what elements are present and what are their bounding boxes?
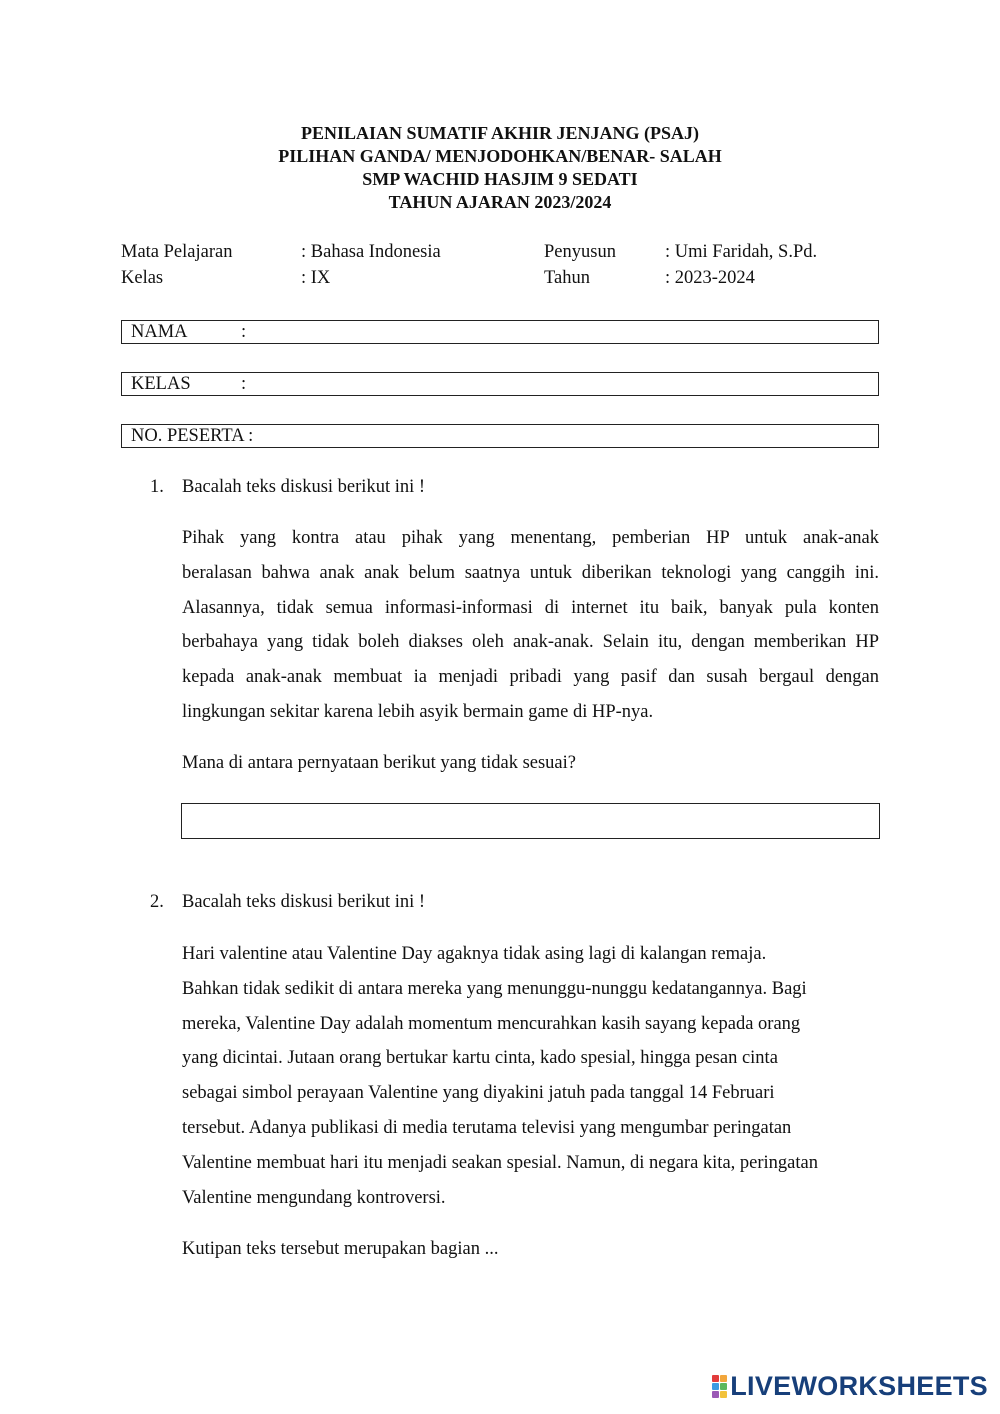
meta-class-value: : IX bbox=[301, 268, 331, 288]
passage-line: kepada anak-anak membuat ia menjadi pribadi yang pasif dan susah bergaul dengan bbox=[182, 667, 879, 688]
name-label: NAMA bbox=[131, 322, 188, 342]
passage-line: berbahaya yang tidak boleh diakses oleh anak-anak. Selain itu, dengan memberikan HP bbox=[182, 632, 879, 653]
passage-line: mereka, Valentine Day adalah momentum mencurahkan kasih sayang kepada orang bbox=[182, 1013, 801, 1034]
question-1-instruction: Bacalah teks diskusi berikut ini ! bbox=[182, 477, 426, 497]
class-field[interactable] bbox=[121, 372, 879, 396]
passage-line: yang dicintai. Jutaan orang bertukar kartu cinta, kado spesial, hingga pesan cinta bbox=[182, 1048, 778, 1069]
question-2-number: 2. bbox=[150, 892, 164, 912]
logo-square bbox=[720, 1383, 727, 1390]
participant-number-field[interactable] bbox=[121, 424, 879, 448]
meta-subject-value: : Bahasa Indonesia bbox=[301, 242, 441, 262]
logo-square bbox=[720, 1375, 727, 1382]
meta-year-value: : 2023-2024 bbox=[665, 268, 755, 288]
passage-line: Alasannya, tidak semua informasi-informasi di internet itu baik, banyak pula konten bbox=[182, 597, 879, 618]
class-label: KELAS bbox=[131, 374, 191, 394]
liveworksheets-logo-icon bbox=[712, 1375, 727, 1398]
document-header bbox=[0, 122, 1000, 214]
question-1-prompt: Mana di antara pernyataan berikut yang tidak sesuai? bbox=[182, 753, 576, 773]
question-2-passage bbox=[182, 937, 879, 1215]
question-1-passage bbox=[182, 521, 879, 730]
passage-line: Pihak yang kontra atau pihak yang menentang, pemberian HP untuk anak-anak bbox=[182, 528, 879, 548]
meta-class-label: Kelas bbox=[121, 268, 164, 288]
question-1-answer-input[interactable] bbox=[181, 803, 880, 839]
passage-line: beralasan bahwa anak anak belum saatnya untuk diberikan teknologi yang canggih ini. bbox=[182, 562, 879, 583]
meta-author-label: Penyusun bbox=[544, 242, 616, 262]
logo-square bbox=[720, 1391, 727, 1398]
header-year: TAHUN AJARAN 2023/2024 bbox=[388, 192, 612, 212]
liveworksheets-logo bbox=[712, 1371, 988, 1402]
passage-line: Hari valentine atau Valentine Day agaknya tidak asing lagi di kalangan remaja. bbox=[182, 944, 767, 964]
header-school: SMP WACHID HASJIM 9 SEDATI bbox=[362, 169, 638, 189]
passage-line: sebagai simbol perayaan Valentine yang diyakini jatuh pada tanggal 14 Februari bbox=[182, 1083, 775, 1104]
header-subtitle: PILIHAN GANDA/ MENJODOHKAN/BENAR- SALAH bbox=[278, 146, 722, 166]
name-colon: : bbox=[241, 322, 247, 342]
participant-number-label: NO. PESERTA : bbox=[131, 426, 254, 446]
passage-line: Valentine membuat hari itu menjadi seakan spesial. Namun, di negara kita, peringatan bbox=[182, 1152, 818, 1173]
class-colon: : bbox=[241, 374, 247, 394]
logo-square bbox=[712, 1375, 719, 1382]
header-title: PENILAIAN SUMATIF AKHIR JENJANG (PSAJ) bbox=[300, 123, 700, 143]
question-2-prompt: Kutipan teks tersebut merupakan bagian ... bbox=[182, 1239, 499, 1259]
passage-line: Bahkan tidak sedikit di antara mereka yang menunggu-nunggu kedatangannya. Bagi bbox=[182, 978, 807, 999]
logo-square bbox=[712, 1391, 719, 1398]
meta-year-label: Tahun bbox=[544, 268, 590, 288]
passage-line: tersebut. Adanya publikasi di media terutama televisi yang mengumbar peringatan bbox=[182, 1117, 792, 1138]
meta-author-value: : Umi Faridah, S.Pd. bbox=[665, 242, 818, 262]
logo-square bbox=[712, 1383, 719, 1390]
question-1-number: 1. bbox=[150, 477, 164, 497]
meta-subject-label: Mata Pelajaran bbox=[121, 242, 233, 262]
passage-line: Valentine mengundang kontroversi. bbox=[182, 1187, 446, 1208]
question-2-instruction: Bacalah teks diskusi berikut ini ! bbox=[182, 892, 426, 912]
name-field[interactable] bbox=[121, 320, 879, 344]
liveworksheets-logo-text: LIVEWORKSHEETS bbox=[730, 1371, 988, 1401]
passage-line: lingkungan sekitar karena lebih asyik bermain game di HP-nya. bbox=[182, 701, 654, 722]
